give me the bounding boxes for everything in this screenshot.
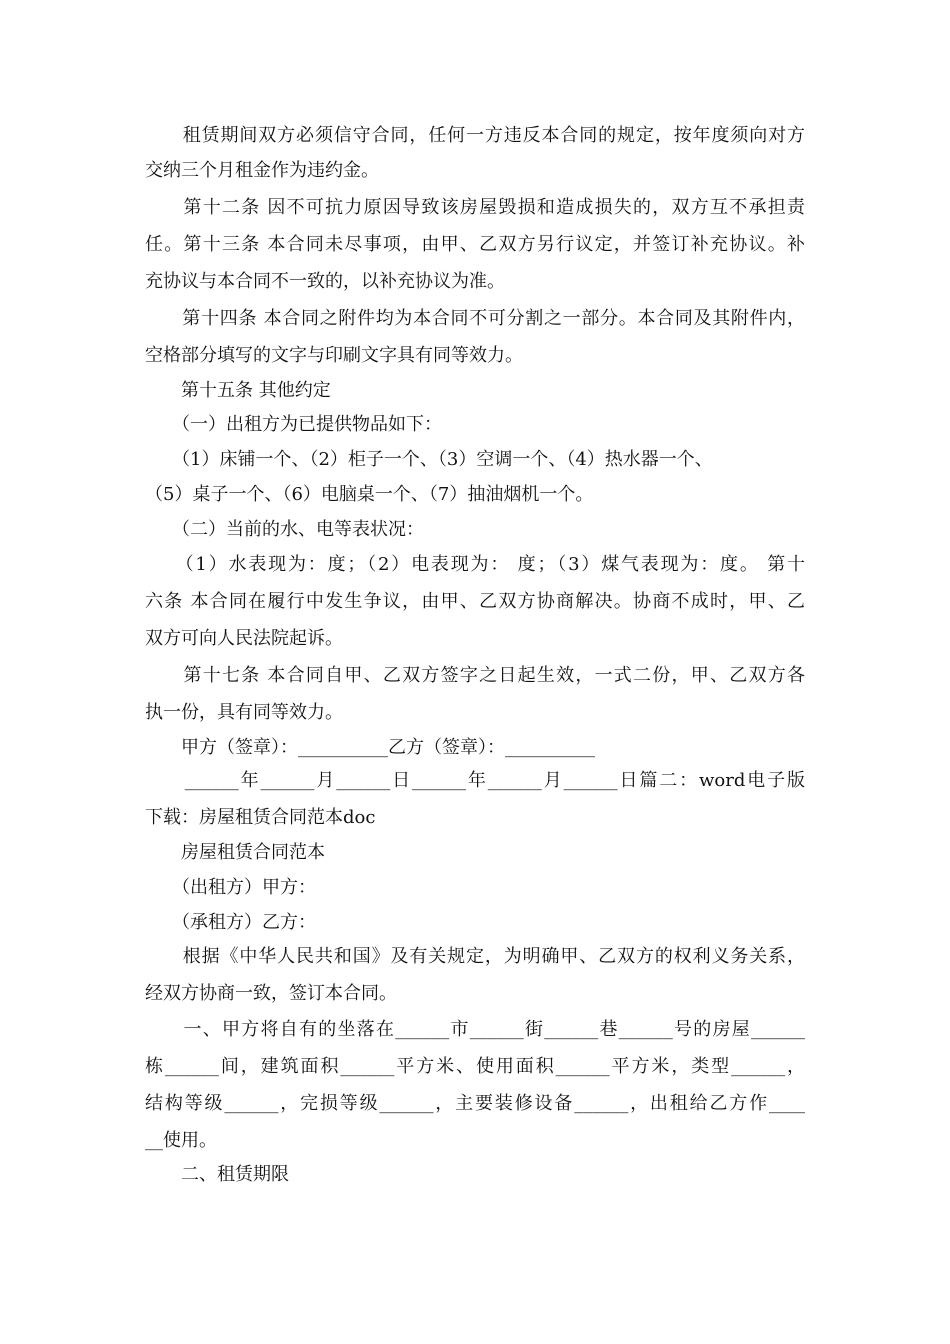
text-line: 任。第十三条 本合同未尽事项，由甲、乙双方另行议定，并签订补充协议。补: [145, 234, 805, 255]
text-line: （5）桌子一个、（6）电脑桌一个、（7）抽油烟机一个。: [145, 484, 594, 505]
text-line: （二）当前的水、电等表状况：: [145, 519, 424, 540]
text-line: 租赁期间双方必须信守合同，任何一方违反本合同的规定，按年度须向对方: [145, 125, 805, 146]
text-line: 一、甲方将自有的坐落在______市______街______巷______号的房屋______: [145, 1019, 805, 1040]
text-line: 执一份，具有同等效力。: [145, 702, 343, 723]
text-line: 六条 本合同在履行中发生争议，由甲、乙双方协商解决。协商不成时，甲、乙: [145, 591, 805, 612]
text-line: 双方可向人民法院起诉。: [145, 628, 343, 649]
text-line: （一）出租方为已提供物品如下：: [145, 414, 442, 435]
text-line: 下载：房屋租赁合同范本doc: [145, 807, 376, 828]
text-line: 结构等级______，完损等级______，主要装修设备______，出租给乙方作____: [145, 1093, 805, 1114]
section-heading: 二、租赁期限: [145, 1164, 289, 1185]
date-line: ______年______月______日______年______月______日篇二：word电子版: [145, 770, 805, 791]
text-line: __使用。: [145, 1130, 217, 1151]
text-line: （1）水表现为：度；（2）电表现为： 度；（3）煤气表现为：度。 第十: [145, 554, 805, 575]
text-line: 经双方协商一致，签订本合同。: [145, 983, 397, 1004]
text-line: 根据《中华人民共和国》及有关规定，为明确甲、乙双方的权利义务关系，: [145, 946, 805, 967]
signature-line: 甲方（签章）：__________乙方（签章）：__________: [145, 737, 595, 758]
text-line: 空格部分填写的文字与印刷文字具有同等效力。: [145, 345, 523, 366]
text-line: （1）床铺一个、（2）柜子一个、（3）空调一个、（4）热水器一个、: [145, 449, 713, 470]
text-line: 第十四条 本合同之附件均为本合同不可分割之一部分。本合同及其附件内，: [145, 308, 805, 329]
text-line: （承租方）乙方：: [145, 912, 316, 933]
text-line: 第十五条 其他约定: [145, 380, 331, 401]
text-line: 栋______间，建筑面积______平方米、使用面积______平方米，类型______，: [145, 1056, 805, 1077]
text-line: 交纳三个月租金作为违约金。: [145, 160, 379, 181]
text-line: 充协议与本合同不一致的，以补充协议为准。: [145, 271, 505, 292]
section-title: 房屋租赁合同范本: [145, 842, 325, 863]
text-line: 第十二条 因不可抗力原因导致该房屋毁损和造成损失的，双方互不承担责: [145, 197, 805, 218]
text-line: （出租方）甲方：: [145, 877, 316, 898]
text-line: 第十七条 本合同自甲、乙双方签字之日起生效，一式二份，甲、乙双方各: [145, 665, 805, 686]
